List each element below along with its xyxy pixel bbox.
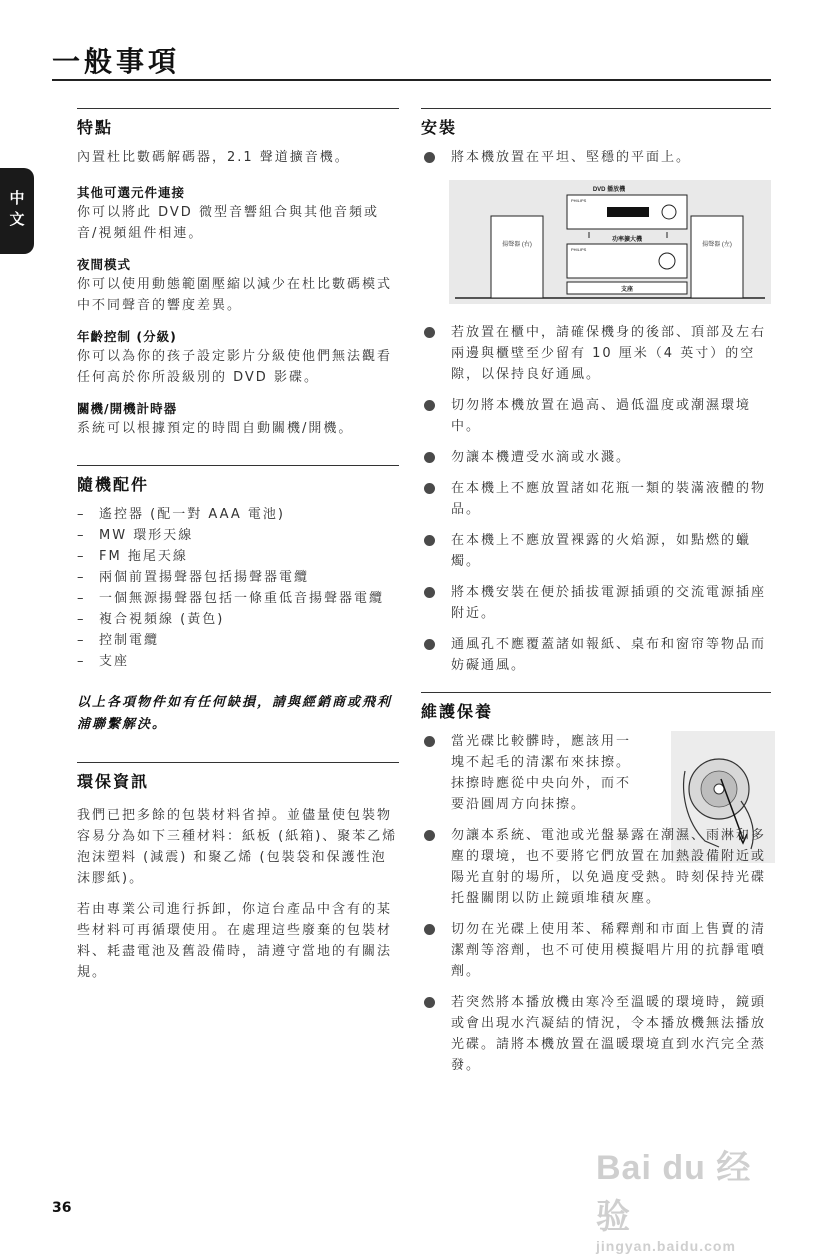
maintenance-text: 若突然將本播放機由寒冷至溫暖的環境時，鏡頭或會出現水汽凝結的情況，令本播放機無法播放光碟。請將本機放置在溫暖環境直到水汽完全蒸發。 xyxy=(451,995,767,1073)
accessory-text: FM 拖尾天線 xyxy=(99,549,188,564)
installation-text: 切勿將本機放置在過高、過低溫度或潮濕環境中。 xyxy=(451,398,752,434)
watermark-url: jingyan.baidu.com xyxy=(596,1238,736,1254)
list-item xyxy=(77,504,399,525)
cd-hole xyxy=(714,784,724,794)
list-item xyxy=(421,530,771,572)
baidu-watermark xyxy=(596,1140,776,1254)
amp-label: 功率擴大機 xyxy=(611,237,643,243)
dash-marker: – xyxy=(77,528,86,543)
installation-diagram-svg xyxy=(449,180,771,304)
accessories-list xyxy=(77,504,399,672)
bullet-icon xyxy=(424,830,435,841)
page-number: 36 xyxy=(52,1200,72,1216)
list-item xyxy=(421,147,771,168)
installation-text: 在本機上不應放置裸露的火焰源，如點燃的蠟燭。 xyxy=(451,533,752,569)
feature-title: 其他可選元件連接 xyxy=(77,185,186,200)
maintenance-text: 勿讓本系統、電池或光盤暴露在潮濕、雨淋和多塵的環境，也不要將它們放置在加熱設備附近或陽光直射的場所，以免過度受熱。時刻保持光碟托盤關閉以防止鏡頭堆積灰塵。 xyxy=(451,828,767,906)
left-column xyxy=(77,108,399,983)
language-tab: 中文 xyxy=(0,168,34,254)
bullet-icon xyxy=(424,587,435,598)
installation-list xyxy=(421,322,771,676)
bullet-icon xyxy=(424,483,435,494)
bullet-icon xyxy=(424,152,435,163)
title-rule xyxy=(52,79,771,81)
dash-marker: – xyxy=(77,633,86,648)
accessory-text: 複合視頻線 (黃色) xyxy=(99,612,225,627)
installation-text: 勿讓本機遭受水滴或水濺。 xyxy=(451,450,632,465)
dash-marker: – xyxy=(77,507,86,522)
feature-title: 夜間模式 xyxy=(77,257,132,272)
feature-text: 系統可以根據預定的時間自動關機/開機。 xyxy=(77,421,354,436)
maintenance-wrap xyxy=(421,731,771,1076)
bullet-icon xyxy=(424,736,435,747)
accessory-text: 遙控器 (配一對 AAA 電池) xyxy=(99,507,285,522)
accessory-text: 一個無源揚聲器包括一條重低音揚聲器電纜 xyxy=(99,591,385,606)
speaker-left-label: 揚聲器 (左) xyxy=(702,242,732,248)
bullet-icon xyxy=(424,327,435,338)
accessory-text: 控制電纜 xyxy=(99,633,160,648)
bullet-icon xyxy=(424,997,435,1008)
installation-text: 若放置在櫃中，請確保機身的後部、頂部及左右兩邊與櫃壁至少留有 10 厘米（4 英寸）的空隙，以保持良好通風。 xyxy=(451,325,767,382)
bullet-icon xyxy=(424,639,435,650)
speaker-left-box xyxy=(691,216,743,298)
environment-section xyxy=(77,762,399,983)
list-item xyxy=(421,582,771,624)
dvd-display xyxy=(607,207,649,217)
list-item xyxy=(421,992,771,1076)
maintenance-heading: 維護保養 xyxy=(421,692,771,725)
amp-brand: PHILIPS xyxy=(571,247,587,252)
dvd-label: DVD 播放機 xyxy=(592,187,626,193)
maintenance-text: 當光碟比較髒時，應該用一塊不起毛的清潔布來抹擦。抹擦時應從中央向外，而不要沿圓周方向抹擦。 xyxy=(451,734,632,812)
feature-title: 年齡控制 (分級) xyxy=(77,329,177,344)
list-item xyxy=(421,395,771,437)
list-item xyxy=(77,630,399,651)
installation-text: 通風孔不應覆蓋諸如報紙、桌布和窗帘等物品而妨礙通風。 xyxy=(451,637,767,673)
installation-diagram xyxy=(449,180,771,304)
right-column xyxy=(421,108,771,1086)
accessory-text: MW 環形天線 xyxy=(99,528,194,543)
feature-title: 關機/開機計時器 xyxy=(77,401,178,416)
installation-text: 將本機放置在平坦、堅穩的平面上。 xyxy=(451,150,692,165)
installation-section xyxy=(421,108,771,676)
list-item xyxy=(77,588,399,609)
list-item xyxy=(421,919,771,982)
list-item xyxy=(77,567,399,588)
feature-text: 你可以為你的孩子設定影片分級使他們無法觀看任何高於你所設級別的 DVD 影碟。 xyxy=(77,349,393,385)
stand-label: 支座 xyxy=(620,287,634,293)
feature-text: 你可以將此 DVD 微型音響組合與其他音頻或音/視頻組件相連。 xyxy=(77,205,379,241)
dash-marker: – xyxy=(77,570,86,585)
list-item xyxy=(421,478,771,520)
installation-heading: 安裝 xyxy=(421,108,771,141)
features-heading: 特點 xyxy=(77,108,399,141)
list-item xyxy=(77,546,399,567)
list-item xyxy=(421,731,641,815)
features-intro: 內置杜比數碼解碼器，2.1 聲道擴音機。 xyxy=(77,150,350,165)
page-title: 一般事項 xyxy=(52,45,181,78)
features-section xyxy=(77,108,399,439)
feature-text: 你可以使用動態範圍壓縮以減少在杜比數碼模式中不同聲音的響度差異。 xyxy=(77,277,393,313)
installation-first xyxy=(421,147,771,168)
accessories-note: 以上各項物件如有任何缺損，請與經銷商或飛利浦聯繫解決。 xyxy=(77,695,393,732)
installation-text: 將本機安裝在便於插拔電源插頭的交流電源插座附近。 xyxy=(451,585,767,621)
accessory-text: 支座 xyxy=(99,654,130,669)
list-item xyxy=(77,525,399,546)
maintenance-section xyxy=(421,692,771,1076)
bullet-icon xyxy=(424,452,435,463)
dash-marker: – xyxy=(77,654,86,669)
environment-paragraph: 我們已把多餘的包裝材料省掉。並儘量使包裝物容易分為如下三種材料：紙板 (紙箱)、聚苯乙烯泡沫塑料 (減震) 和聚乙烯 (包裝袋和保護性泡沫膠紙)。 xyxy=(77,808,398,886)
bullet-icon xyxy=(424,535,435,546)
list-item xyxy=(421,447,771,468)
speaker-right-label: 揚聲器 (右) xyxy=(502,242,532,248)
list-item xyxy=(77,609,399,630)
dash-marker: – xyxy=(77,591,86,606)
dash-marker: – xyxy=(77,549,86,564)
bullet-icon xyxy=(424,924,435,935)
environment-paragraph: 若由專業公司進行拆卸，你這台產品中含有的某些材料可再循環使用。在處理這些廢棄的包裝材料、耗盡電池及舊設備時，請遵守當地的有關法規。 xyxy=(77,902,393,980)
accessories-heading: 隨機配件 xyxy=(77,465,399,498)
speaker-right-box xyxy=(491,216,543,298)
bullet-icon xyxy=(424,400,435,411)
dash-marker: – xyxy=(77,612,86,627)
list-item xyxy=(77,651,399,672)
accessories-section xyxy=(77,465,399,736)
dvd-brand: PHILIPS xyxy=(571,198,587,203)
accessory-text: 兩個前置揚聲器包括揚聲器電纜 xyxy=(99,570,310,585)
maintenance-text: 切勿在光碟上使用苯、稀釋劑和市面上售賣的清潔劑等溶劑，也不可使用模擬唱片用的抗靜電噴劑。 xyxy=(451,922,767,979)
list-item xyxy=(421,825,771,909)
installation-text: 在本機上不應放置諸如花瓶一類的裝滿液體的物品。 xyxy=(451,481,767,517)
watermark-logo-text: Bai du 经验 xyxy=(596,1149,752,1236)
list-item xyxy=(421,322,771,385)
environment-heading: 環保資訊 xyxy=(77,762,399,795)
list-item xyxy=(421,634,771,676)
